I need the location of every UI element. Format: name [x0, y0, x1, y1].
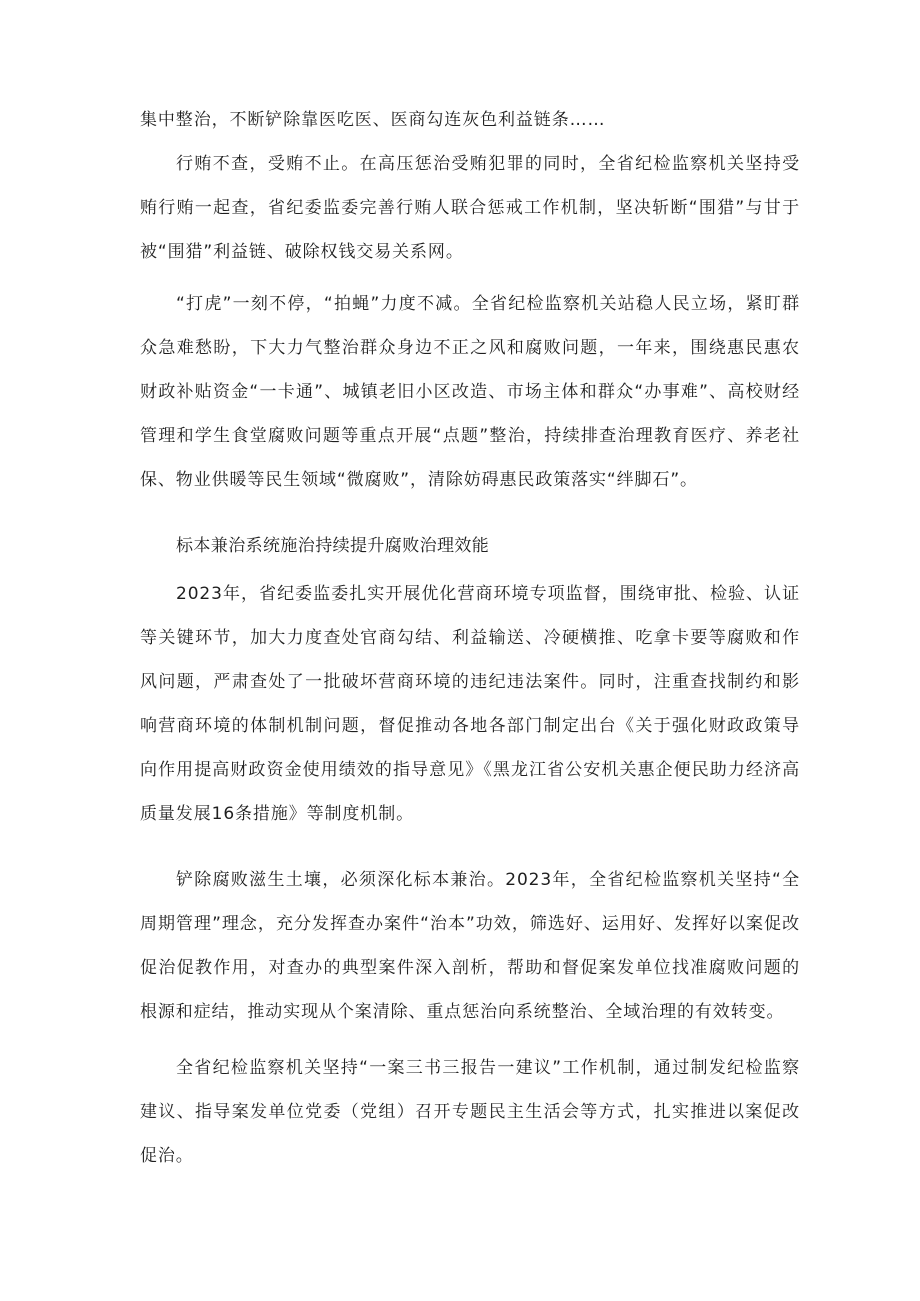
section-heading: 标本兼治系统施治持续提升腐败治理效能: [176, 536, 490, 556]
paragraph-continuation: 集中整治，不断铲除靠医吃医、医商勾连灰色利益链条……: [140, 110, 606, 130]
paragraph-bribery: 行贿不查，受贿不止。在高压惩治受贿犯罪的同时，全省纪检监察机关坚持受贿行贿一起查，省纪委监委完善行贿人联合惩戒工作机制，坚决斩断“围猎”与甘于被“围猎”利益链、破除权钱交易关系网。: [140, 154, 800, 262]
paragraph-root-causes: 铲除腐败滋生土壤，必须深化标本兼治。2023年，全省纪检监察机关坚持“全周期管理”理念，充分发挥查办案件“治本”功效，筛选好、运用好、发挥好以案促改促治促教作用，对查办的典型案件深入剖析，帮助和督促案发单位找准腐败问题的根源和症结，推动实现从个案清除、重点惩治向系统整治、全域治理的有效转变。: [140, 870, 800, 1022]
paragraph-business-environment: 2023年，省纪委监委扎实开展优化营商环境专项监督，围绕审批、检验、认证等关键环节，加大力度查处官商勾结、利益输送、冷硬横推、吃拿卡要等腐败和作风问题，严肃查处了一批破坏营商环境的违纪违法案件。同时，注重查找制约和影响营商环境的体制机制问题，督促推动各地各部门制定出台《关于强化财政政策导向作用提高财政资金使用绩效的指导意见》《黑龙江省公安机关惠企便民助力经济高质量发展16条措施》等制度机制。: [140, 584, 800, 824]
paragraph-case-mechanism: 全省纪检监察机关坚持“一案三书三报告一建议”工作机制，通过制发纪检监察建议、指导案发单位党委（党组）召开专题民主生活会等方式，扎实推进以案促改促治。: [140, 1058, 800, 1166]
paragraph-tigers-flies: “打虎”一刻不停，“拍蝇”力度不减。全省纪检监察机关站稳人民立场，紧盯群众急难愁盼，下大力气整治群众身边不正之风和腐败问题，一年来，围绕惠民惠农财政补贴资金“一卡通”、城镇老旧小区改造、市场主体和群众“办事难”、高校财经管理和学生食堂腐败问题等重点开展“点题”整治，持续排查治理教育医疗、养老社保、物业供暖等民生领域“微腐败”，清除妨碍惠民政策落实“绊脚石”。: [140, 294, 800, 490]
